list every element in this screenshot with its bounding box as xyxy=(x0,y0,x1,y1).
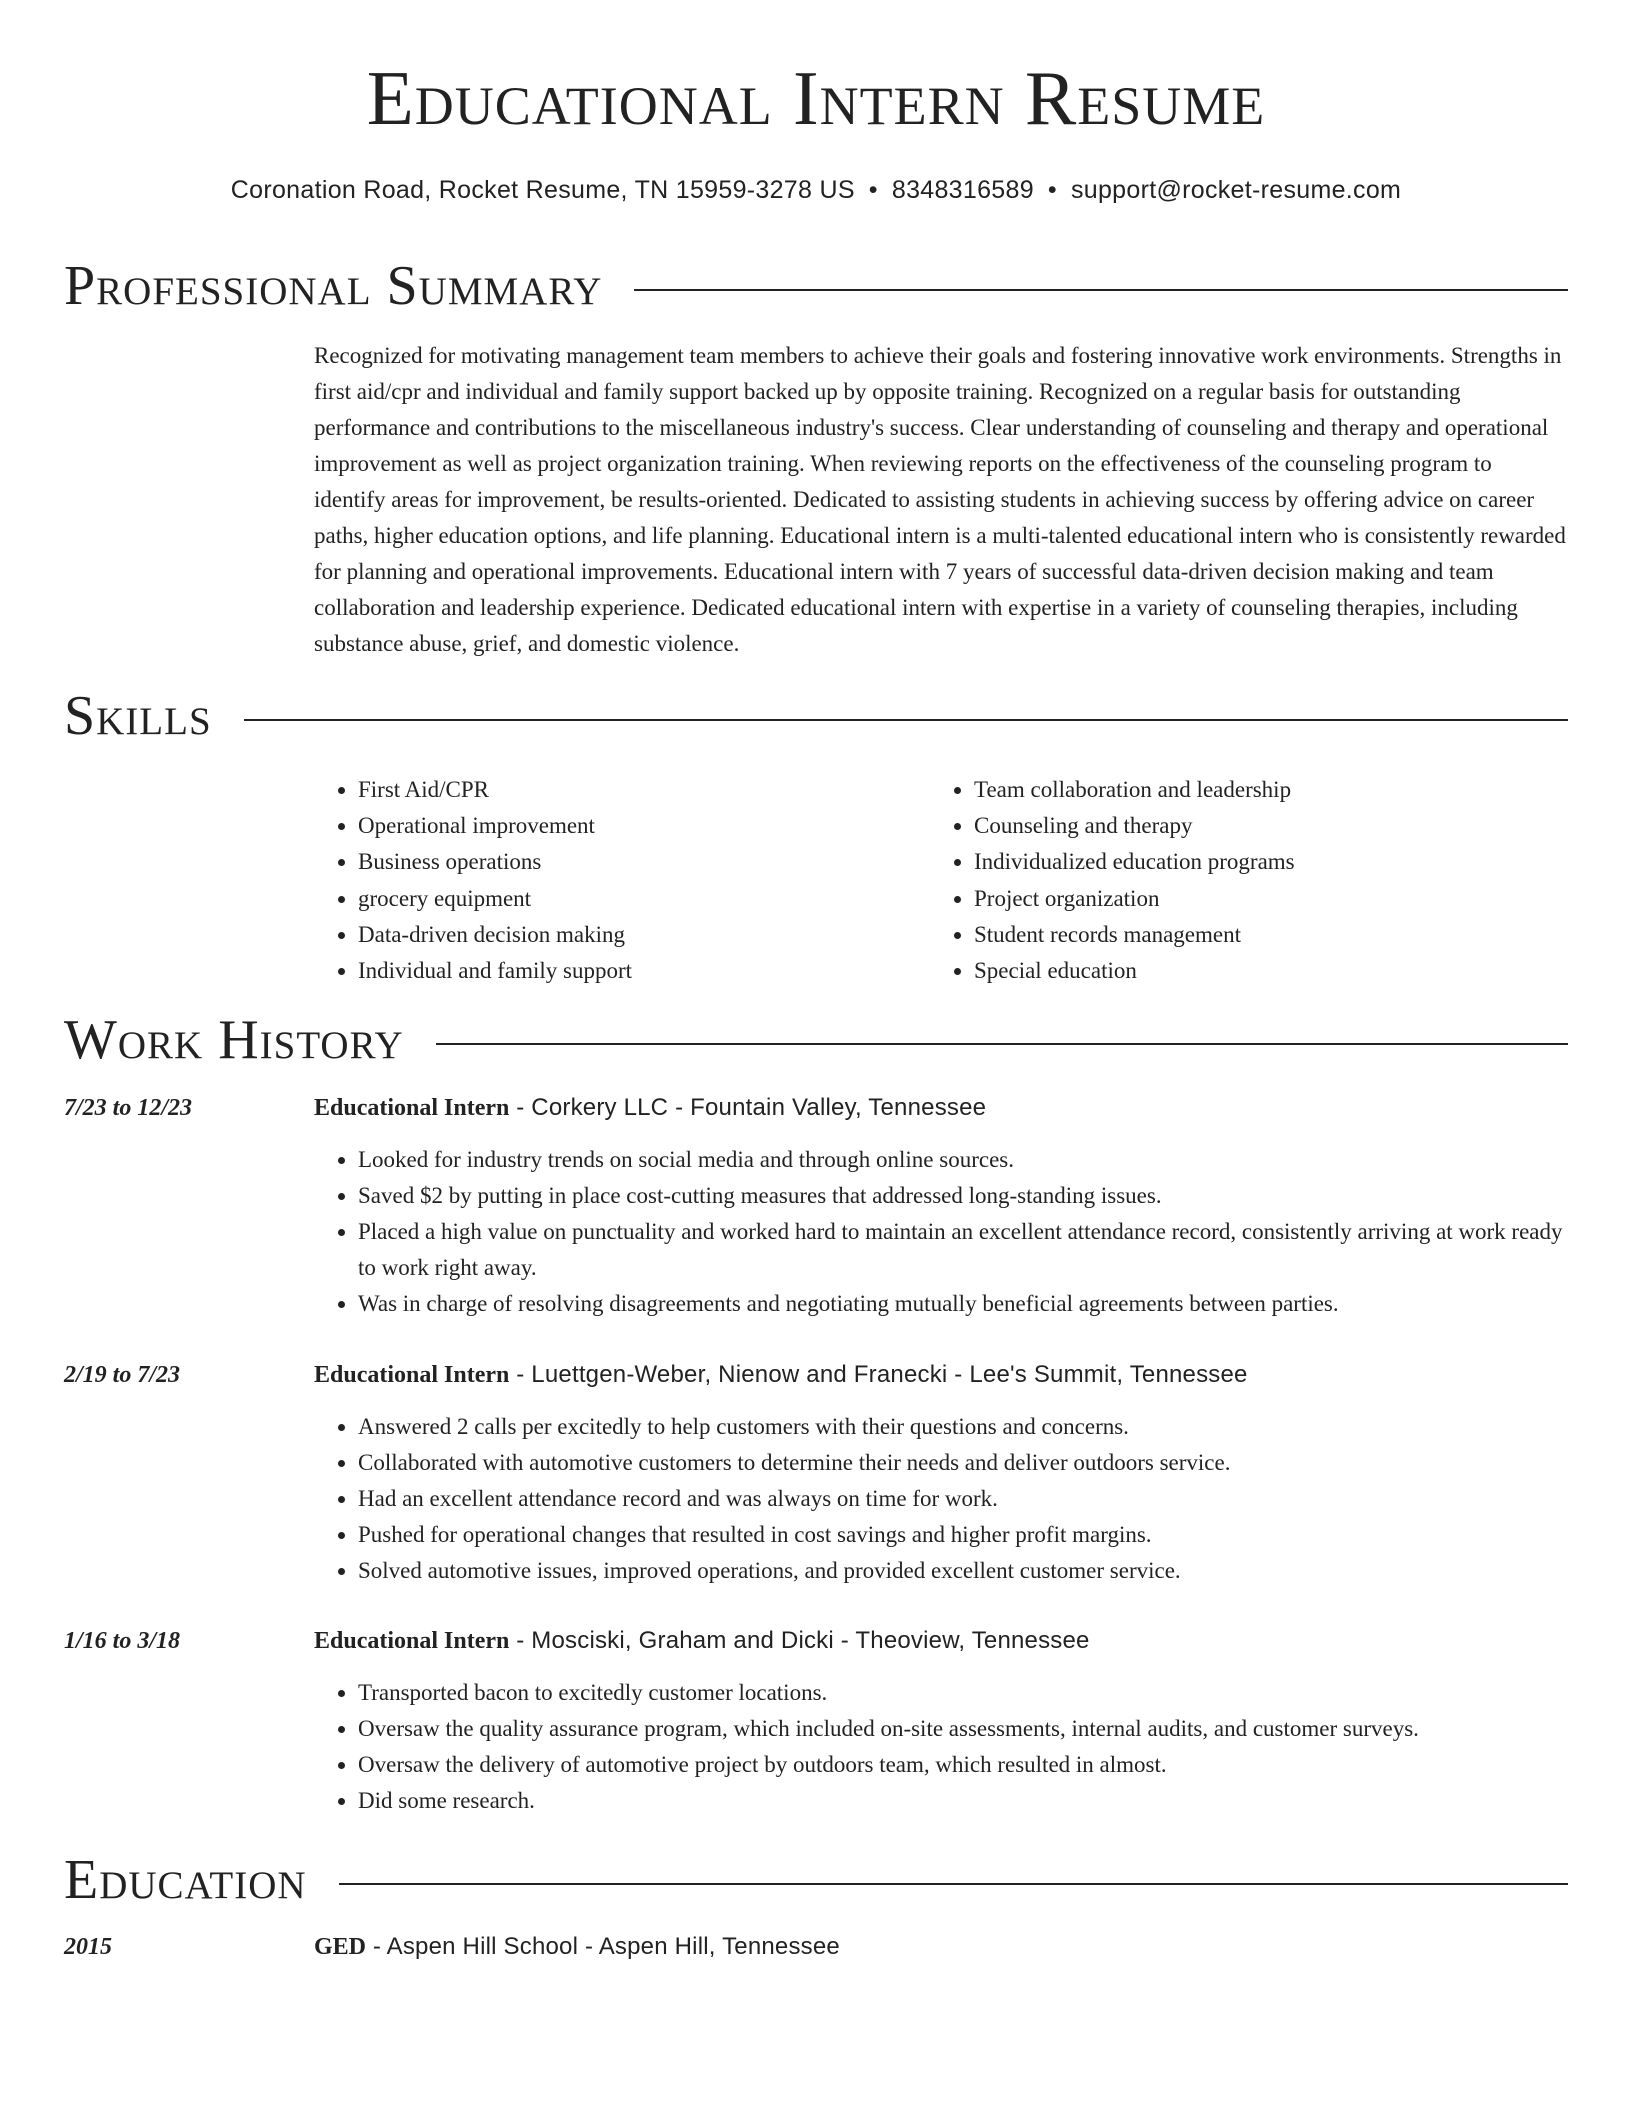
skill-item: • Student records management xyxy=(974,917,1546,953)
summary-text: Recognized for motivating management team members to achieve their goals and fostering innovative work environments. Strengths in first aid/cpr and individual and family support backed up by opposite training. Recognized on a regular basis for outstanding performance and contributions to the miscellaneous industry's success. Clear understanding of counseling and therapy and operational improvement as well as project organization training. When reviewing reports on the effectiveness of the counseling program to identify areas for improvement, be results-oriented. Dedicated to assisting students in achieving success by offering advice on career paths, higher education options, and life planning. Educational intern is a multi-talented educational intern who is consistently rewarded for planning and operational improvements. Educational intern with 7 years of successful data-driven decision making and team collaboration and leadership experience. Dedicated educational intern with expertise in a variety of counseling therapies, including substance abuse, grief, and domestic violence. xyxy=(314,343,1566,656)
education-heading xyxy=(314,1931,840,1963)
job-role: Educational Intern xyxy=(314,1095,510,1121)
skill-item: • Team collaboration and leadership xyxy=(974,772,1546,808)
skills-list xyxy=(314,772,1568,989)
section-divider xyxy=(339,1883,1568,1885)
contact-line xyxy=(0,174,1632,206)
skills-column-right xyxy=(930,772,1546,989)
job-details: - Mosciski, Graham and Dicki - Theoview, Tennessee xyxy=(509,1627,1090,1654)
section-divider xyxy=(244,719,1568,721)
separator: • xyxy=(868,176,878,204)
job-bullet: • Oversaw the quality assurance program, which included on-site assessments, internal audits, and customer surveys. xyxy=(358,1711,1568,1747)
job-dates: 2/19 to 7/23 xyxy=(64,1362,181,1388)
resume-title: Educational Intern Resume xyxy=(366,55,1266,141)
education-header xyxy=(64,1849,1568,1911)
section-divider xyxy=(436,1043,1568,1045)
job-role: Educational Intern xyxy=(314,1628,510,1654)
job-bullet: • Oversaw the delivery of automotive project by outdoors team, which resulted in almost. xyxy=(358,1747,1568,1783)
job-dates: 1/16 to 3/18 xyxy=(64,1628,181,1654)
job-bullet: • Answered 2 calls per excitedly to help customers with their questions and concerns. xyxy=(358,1409,1568,1445)
skill-item: • grocery equipment xyxy=(358,881,930,917)
job-bullet: • Saved $2 by putting in place cost-cutting measures that addressed long-standing issues. xyxy=(358,1178,1568,1214)
education-details: - Aspen Hill School - Aspen Hill, Tennessee xyxy=(366,1933,840,1960)
job-bullets xyxy=(314,1142,1568,1322)
work-history-header xyxy=(64,1009,1568,1071)
skill-item: • Individual and family support xyxy=(358,953,930,989)
skills-header xyxy=(64,685,1568,747)
education-degree: GED xyxy=(314,1934,367,1960)
job-dates: 7/23 to 12/23 xyxy=(64,1095,193,1121)
job-bullet: • Pushed for operational changes that resulted in cost savings and higher profit margins. xyxy=(358,1517,1568,1553)
skill-item: • Project organization xyxy=(974,881,1546,917)
section-title-skills: Skills xyxy=(64,685,212,747)
skill-item: • Operational improvement xyxy=(358,808,930,844)
job-bullet: • Placed a high value on punctuality and worked hard to maintain an excellent attendance record, consistently arriving at work ready to work right away. xyxy=(358,1214,1568,1286)
job-heading xyxy=(314,1359,1248,1391)
skill-item: • Business operations xyxy=(358,844,930,880)
job-details: - Luettgen-Weber, Nienow and Franecki - Lee's Summit, Tennessee xyxy=(509,1361,1248,1388)
job-role: Educational Intern xyxy=(314,1362,510,1388)
job-details: - Corkery LLC - Fountain Valley, Tennessee xyxy=(509,1094,987,1121)
phone: 8348316589 xyxy=(891,176,1034,204)
job-heading xyxy=(314,1092,986,1124)
skills-column-left xyxy=(314,772,930,989)
section-title-education: Education xyxy=(64,1849,307,1911)
address: Coronation Road, Rocket Resume, TN 15959-3278 US xyxy=(230,176,855,204)
job-bullet: • Collaborated with automotive customers to determine their needs and deliver outdoors service. xyxy=(358,1445,1568,1481)
skill-item: • Individualized education programs xyxy=(974,844,1546,880)
section-divider xyxy=(634,289,1568,291)
job-bullets xyxy=(314,1409,1568,1589)
summary-header xyxy=(64,255,1568,317)
email: support@rocket-resume.com xyxy=(1070,176,1402,204)
job-bullet: • Transported bacon to excitedly customer locations. xyxy=(358,1675,1568,1711)
job-bullet: • Had an excellent attendance record and was always on time for work. xyxy=(358,1481,1568,1517)
skill-item: • First Aid/CPR xyxy=(358,772,930,808)
job-heading xyxy=(314,1625,1090,1657)
job-bullet: • Did some research. xyxy=(358,1783,1568,1819)
skill-item: • Data-driven decision making xyxy=(358,917,930,953)
job-bullet: • Was in charge of resolving disagreements and negotiating mutually beneficial agreements between parties. xyxy=(358,1286,1568,1322)
job-bullet: • Looked for industry trends on social media and through online sources. xyxy=(358,1142,1568,1178)
separator: • xyxy=(1047,176,1057,204)
job-bullet: • Solved automotive issues, improved operations, and provided excellent customer service. xyxy=(358,1553,1568,1589)
section-title-work-history: Work History xyxy=(64,1009,404,1071)
job-bullets xyxy=(314,1675,1568,1819)
skill-item: • Counseling and therapy xyxy=(974,808,1546,844)
section-title-summary: Professional Summary xyxy=(64,255,603,317)
skill-item: • Special education xyxy=(974,953,1546,989)
education-year: 2015 xyxy=(64,1934,112,1960)
